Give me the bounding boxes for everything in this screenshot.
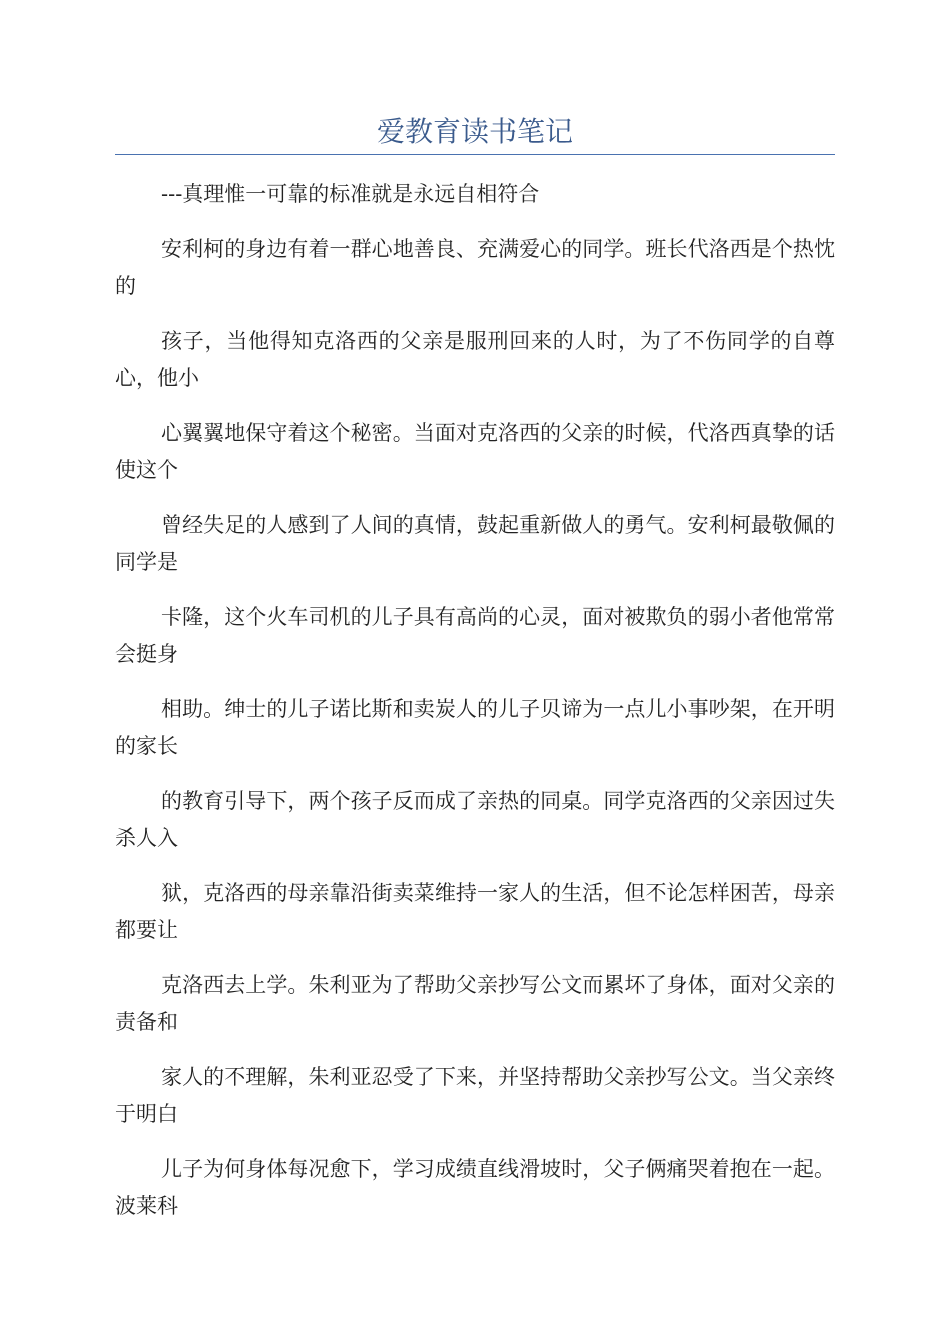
title-underline: [115, 154, 835, 155]
body-paragraph: 安利柯的身边有着一群心地善良、充满爱心的同学。班长代洛西是个热忱的: [115, 237, 835, 298]
body-paragraph: 相助。绅士的儿子诺比斯和卖炭人的儿子贝谛为一点儿小事吵架，在开明的家长: [115, 697, 835, 758]
body-paragraph: 孩子，当他得知克洛西的父亲是服刑回来的人时，为了不伤同学的自尊心，他小: [115, 329, 835, 390]
document-title: 爱教育读书笔记: [376, 115, 573, 148]
body-paragraph: 儿子为何身体每况愈下，学习成绩直线滑坡时，父子俩痛哭着抱在一起。波莱科: [115, 1157, 835, 1218]
body-paragraph: 狱，克洛西的母亲靠沿街卖菜维持一家人的生活，但不论怎样困苦，母亲都要让: [115, 881, 835, 942]
body-paragraph: 卡隆，这个火车司机的儿子具有高尚的心灵，面对被欺负的弱小者他常常会挺身: [115, 605, 835, 666]
document-body: [115, 176, 835, 1243]
body-paragraph: 克洛西去上学。朱利亚为了帮助父亲抄写公文而累坏了身体，面对父亲的责备和: [115, 973, 835, 1034]
body-paragraph: 心翼翼地保守着这个秘密。当面对克洛西的父亲的时候，代洛西真挚的话使这个: [115, 421, 835, 482]
body-paragraph: 的教育引导下，两个孩子反而成了亲热的同桌。同学克洛西的父亲因过失杀人入: [115, 789, 835, 850]
body-paragraph: 家人的不理解，朱利亚忍受了下来，并坚持帮助父亲抄写公文。当父亲终于明白: [115, 1065, 835, 1126]
body-paragraph: 曾经失足的人感到了人间的真情，鼓起重新做人的勇气。安利柯最敬佩的同学是: [115, 513, 835, 574]
subtitle-paragraph: ---真理惟一可靠的标准就是永远自相符合: [161, 182, 540, 206]
